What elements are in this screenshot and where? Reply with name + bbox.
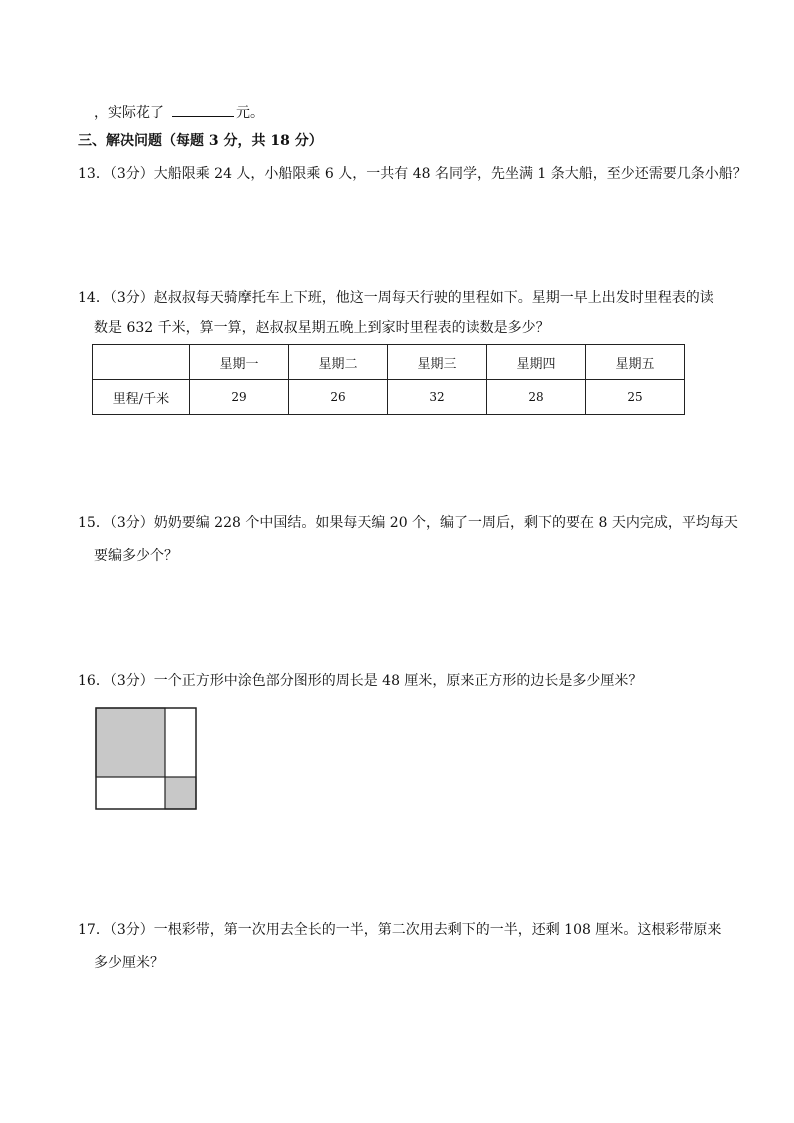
table-header-cell <box>93 345 190 380</box>
table-header-cell: 星期四 <box>487 345 586 380</box>
square-figure <box>95 707 197 810</box>
table-cell: 25 <box>586 380 685 415</box>
question-14-line-2: 数是 632 千米，算一算，赵叔叔星期五晚上到家时里程表的读数是多少？ <box>94 320 550 336</box>
mileage-table <box>92 344 685 415</box>
table-cell: 26 <box>289 380 388 415</box>
table-cell: 32 <box>388 380 487 415</box>
table-header-cell: 星期三 <box>388 345 487 380</box>
question-15-line-1: 15．（3分）奶奶要编 228 个中国结。如果每天编 20 个，编了一周后，剩下的要在 8 天内完成，平均每天 <box>78 515 738 531</box>
previous-question-continuation <box>94 102 264 123</box>
continuation-suffix: 元。 <box>236 105 264 121</box>
shaded-small-square <box>165 777 196 809</box>
question-17-line-2: 多少厘米？ <box>94 955 164 971</box>
shaded-large-square <box>96 708 165 777</box>
section-heading: 三、解决问题（每题 3 分，共 18 分） <box>78 133 323 149</box>
table-row-label: 里程/千米 <box>93 380 190 415</box>
question-15-line-2: 要编多少个？ <box>94 548 178 564</box>
table-header-cell: 星期二 <box>289 345 388 380</box>
table-header-cell: 星期一 <box>190 345 289 380</box>
question-14-line-1: 14．（3分）赵叔叔每天骑摩托车上下班，他这一周每天行驶的里程如下。星期一早上出发时里程表的读 <box>78 290 714 306</box>
table-row <box>93 380 685 415</box>
question-16: 16．（3分）一个正方形中涂色部分图形的周长是 48 厘米，原来正方形的边长是多少厘米？ <box>78 673 643 689</box>
question-13: 13．（3分）大船限乘 24 人，小船限乘 6 人，一共有 48 名同学，先坐满 1 条大船，至少还需要几条小船？ <box>78 166 747 182</box>
table-header-cell: 星期五 <box>586 345 685 380</box>
question-17-line-1: 17．（3分）一根彩带，第一次用去全长的一半，第二次用去剩下的一半，还剩 108 厘米。这根彩带原来 <box>78 922 722 938</box>
continuation-text: ，实际花了 <box>94 105 164 121</box>
table-cell: 28 <box>487 380 586 415</box>
table-cell: 29 <box>190 380 289 415</box>
answer-blank[interactable] <box>172 102 234 117</box>
table-header-row <box>93 345 685 380</box>
